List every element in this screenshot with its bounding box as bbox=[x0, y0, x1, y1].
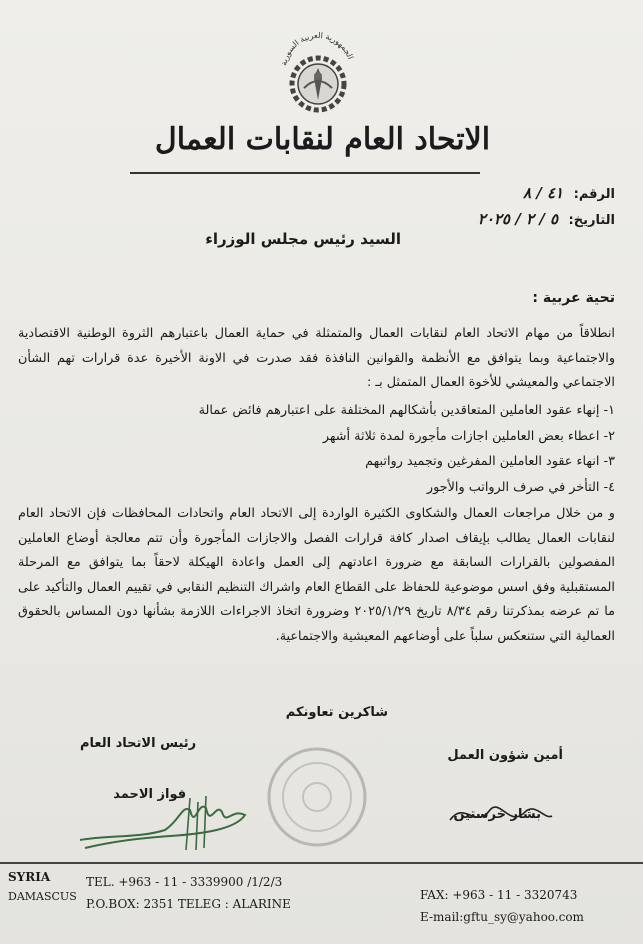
list-item: ٢- اعطاء بعض العاملين اجازات مأجورة لمدة ثلاثة أشهر bbox=[322, 428, 615, 444]
footer-email: E-mail:gftu_sy@yahoo.com bbox=[420, 910, 584, 924]
footer-divider bbox=[0, 862, 643, 864]
organization-name: الاتحاد العام لنقابات العمال bbox=[154, 122, 491, 157]
reference-date bbox=[478, 210, 615, 228]
reference-number-label: الرقم: bbox=[573, 187, 615, 202]
header-divider bbox=[130, 172, 480, 174]
paragraph-intro: انطلاقاً من مهام الاتحاد العام لنقابات العمال والمتمثلة في حماية العمال باعتبارهم الثروة الوطنية الاقتصادية والاجتماعية وبما يتوافق مع الأنظمة والقوانين النافذة فقد صدرت في الاونة الأخيرة عدة قرارات تهم الشأن الاجتماعي والمعيشي للأخوة العمال المتمثل بـ : bbox=[18, 326, 615, 390]
footer-city: DAMASCUS bbox=[8, 890, 77, 903]
union-emblem-icon bbox=[278, 22, 358, 122]
signature-title-labor: أمين شؤون العمل bbox=[447, 748, 563, 763]
emblem-text: الجمهورية العربية السورية bbox=[279, 30, 355, 67]
list-item: ٣- انهاء عقود العاملين المفرغين وتجميد رواتبهم bbox=[365, 454, 615, 469]
greeting: تحية عربية : bbox=[532, 290, 615, 306]
demands-list bbox=[199, 398, 615, 500]
reference-date-value: ٥ / ٢ / ٢٠٢٥ bbox=[477, 210, 558, 228]
president-signature-icon bbox=[70, 790, 260, 860]
signature-name-president: فواز الاحمد bbox=[113, 787, 187, 802]
paragraph-demands: و من خلال مراجعات العمال والشكاوى الكثيرة الواردة إلى الاتحاد العام واتحادات المحافظات فإن الاتحاد العام لنقابات العمال يطالب بإيقاف اصدار كافة قرارات الفصل والاجازات المأجورة وأن تتم معالجة أوضاع العاملين المفصولين بالقرارات السابقة مع ضرورة اعادتهم إلى العمل واعادة الهيكلة لاحقاً بما يتوافق مع المرحلة المستقبلية وفق اسس موضوعية للحفاظ على القطاع العام واشراك التنظيم النقابي في تقييم العمال والتأكيد على ما تم عرضه بمذكرتنا رقم ٨/٣٤ تاريخ ٢٠٢٥/١/٢٩ وضرورة اتخاذ الاجراءات اللازمة بشأنها دون المساس بالحقوق العمالية التي ستنعكس سلباً على أوضاعهم المعيشية والاجتماعية. bbox=[18, 506, 615, 644]
reference-number-value: ٤١ / ٨ bbox=[523, 184, 564, 202]
signature-name-labor: بشار خرستين bbox=[453, 807, 541, 822]
footer-fax: FAX: +963 - 11 - 3320743 bbox=[420, 888, 578, 902]
labor-affairs-signature-icon bbox=[440, 790, 560, 840]
footer-country: SYRIA bbox=[8, 870, 51, 884]
list-item: ١- إنهاء عقود العاملين المتعاقدين بأشكالهم المختلفة على اعتبارهم فائض عمالة bbox=[198, 403, 615, 418]
signature-title-president: رئيس الاتحاد العام bbox=[80, 736, 197, 751]
reference-number bbox=[523, 184, 615, 202]
footer-telephone: TEL. +963 - 11 - 3339900 /1/2/3 bbox=[86, 875, 283, 889]
closing-line: شاكرين تعاونكم bbox=[285, 705, 388, 720]
list-item: ٤- التأخر في صرف الرواتب والأجور bbox=[426, 479, 615, 495]
addressee: السيد رئيس مجلس الوزراء bbox=[205, 230, 401, 248]
reference-date-label: التاريخ: bbox=[568, 213, 615, 228]
official-stamp-icon bbox=[262, 742, 372, 852]
footer-pobox: P.O.BOX: 2351 TELEG : ALARINE bbox=[86, 897, 291, 911]
